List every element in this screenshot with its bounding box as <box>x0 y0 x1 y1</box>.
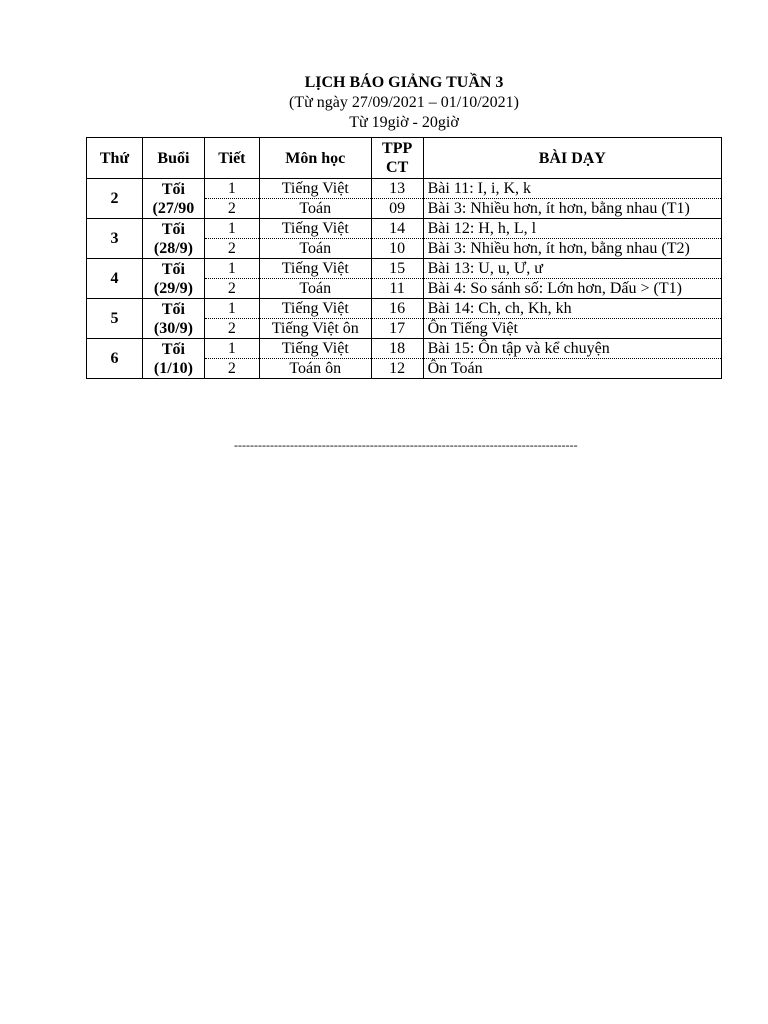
tpp-cell: 13 <box>371 179 423 199</box>
subject-cell: Toán ôn <box>259 359 371 379</box>
session-cell: Tối (29/9) <box>142 259 204 299</box>
subject-cell: Toán <box>259 279 371 299</box>
period-cell: 2 <box>204 279 259 299</box>
lesson-cell: Bài 3: Nhiều hơn, ít hơn, bằng nhau (T1) <box>423 199 721 219</box>
day-cell: 4 <box>87 259 143 299</box>
time-range: Từ 19giờ - 20giờ <box>349 114 459 131</box>
lesson-cell: Bài 12: H, h, L, l <box>423 219 721 239</box>
subject-cell: Tiếng Việt <box>259 259 371 279</box>
session-cell: Tối (27/90 <box>142 179 204 219</box>
table-header-row <box>87 138 722 179</box>
tpp-cell: 14 <box>371 219 423 239</box>
lesson-cell: Bài 3: Nhiều hơn, ít hơn, bằng nhau (T2) <box>423 239 721 259</box>
document-title: LỊCH BÁO GIẢNG TUẦN 3 <box>304 74 504 91</box>
subject-cell: Tiếng Việt ôn <box>259 319 371 339</box>
table-row <box>87 219 722 239</box>
day-cell: 5 <box>87 299 143 339</box>
lesson-cell: Bài 13: U, u, Ư, ư <box>423 259 721 279</box>
tpp-cell: 11 <box>371 279 423 299</box>
table-row <box>87 299 722 319</box>
period-cell: 1 <box>204 179 259 199</box>
column-header-tiet: Tiết <box>204 138 259 179</box>
separator-line: -------------------------------------------------------------------------------------- <box>234 438 578 452</box>
tpp-cell: 18 <box>371 339 423 359</box>
document-header <box>0 73 768 133</box>
session-cell: Tối (28/9) <box>142 219 204 259</box>
tpp-cell: 17 <box>371 319 423 339</box>
day-cell: 6 <box>87 339 143 379</box>
period-cell: 1 <box>204 299 259 319</box>
lesson-cell: Ôn Toán <box>423 359 721 379</box>
subject-cell: Tiếng Việt <box>259 219 371 239</box>
period-cell: 1 <box>204 219 259 239</box>
subject-cell: Tiếng Việt <box>259 299 371 319</box>
day-cell: 3 <box>87 219 143 259</box>
day-cell: 2 <box>87 179 143 219</box>
column-header-bai-day: BÀI DẠY <box>423 138 721 179</box>
subject-cell: Toán <box>259 199 371 219</box>
lesson-cell: Bài 11: I, i, K, k <box>423 179 721 199</box>
subject-cell: Tiếng Việt <box>259 179 371 199</box>
session-cell: Tối (1/10) <box>142 339 204 379</box>
tpp-cell: 10 <box>371 239 423 259</box>
period-cell: 2 <box>204 199 259 219</box>
tpp-cell: 09 <box>371 199 423 219</box>
table-row <box>87 179 722 199</box>
period-cell: 2 <box>204 319 259 339</box>
tpp-cell: 16 <box>371 299 423 319</box>
lesson-cell: Bài 4: So sánh số: Lớn hơn, Dấu > (T1) <box>423 279 721 299</box>
column-header-buoi: Buổi <box>142 138 204 179</box>
period-cell: 2 <box>204 239 259 259</box>
tpp-cell: 15 <box>371 259 423 279</box>
lesson-cell: Ôn Tiếng Việt <box>423 319 721 339</box>
lesson-cell: Bài 15: Ôn tập và kể chuyện <box>423 339 721 359</box>
session-cell: Tối (30/9) <box>142 299 204 339</box>
schedule-table <box>86 137 722 379</box>
column-header-mon-hoc: Môn học <box>259 138 371 179</box>
period-cell: 1 <box>204 259 259 279</box>
period-cell: 1 <box>204 339 259 359</box>
subject-cell: Tiếng Việt <box>259 339 371 359</box>
column-header-thu: Thứ <box>87 138 143 179</box>
tpp-cell: 12 <box>371 359 423 379</box>
subject-cell: Toán <box>259 239 371 259</box>
date-range: (Từ ngày 27/09/2021 – 01/10/2021) <box>289 94 519 111</box>
lesson-cell: Bài 14: Ch, ch, Kh, kh <box>423 299 721 319</box>
column-header-tpp-ct: TPP CT <box>371 138 423 179</box>
table-row <box>87 339 722 359</box>
table-row <box>87 259 722 279</box>
period-cell: 2 <box>204 359 259 379</box>
